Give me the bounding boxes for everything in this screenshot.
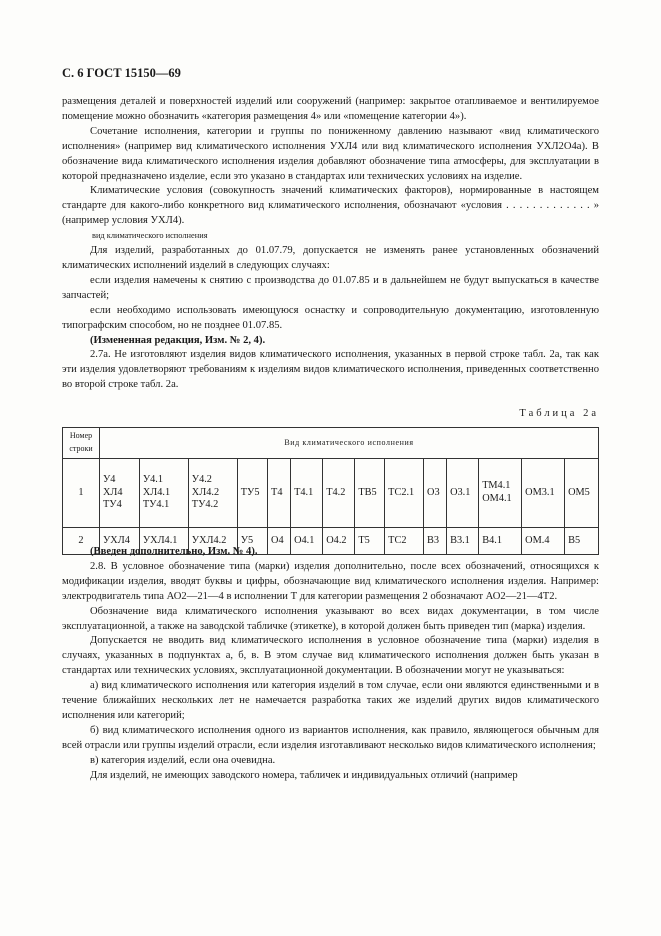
- paragraph: Для изделий, не имеющих заводского номера, табличек и индивидуальных отличий (например: [90, 769, 518, 781]
- table-cell: О4: [268, 528, 291, 555]
- paragraph: если изделия намечены к снятию с производства до 01.07.85 и в дальнейшем не будут выпускаться в качестве запчастей;: [62, 274, 599, 301]
- paragraph: в) категория изделий, если она очевидна.: [90, 754, 276, 766]
- table-cell: О4.2: [323, 528, 355, 555]
- table-cell: ТС2: [385, 528, 424, 555]
- table-cell: ОМ5: [565, 459, 599, 528]
- table-2a: [62, 427, 599, 555]
- table-cell: У4.2 ХЛ4.2 ТУ4.2: [188, 459, 237, 528]
- table-cell: У4.1 ХЛ4.1 ТУ4.1: [139, 459, 188, 528]
- column-header-kind: Вид климатического исполнения: [100, 428, 599, 459]
- table-cell: ОМ3.1: [522, 459, 565, 528]
- row-number: 1: [63, 459, 100, 528]
- table-cell: Т4.2: [323, 459, 355, 528]
- body-text-top: [62, 95, 599, 393]
- table-cell: В3: [424, 528, 447, 555]
- table-cell: У5: [237, 528, 267, 555]
- table-cell: ТС2.1: [385, 459, 424, 528]
- paragraph: Сочетание исполнения, категории и группы по пониженному давлению называют «вид климатического исполнения» (например вид климатического исполнения УХЛ4 или вид климатического исполнения УХЛ2О4а). В обозначение вида климатического исполнения изделия добавляют обозначение типа атмосферы, для эксплуатации в которой предназначено изделие, если это указано в стандартах или технических условиях на изделие.: [62, 125, 599, 182]
- paragraph: 2.7а. Не изготовляют изделия видов климатического исполнения, указанных в первой строке табл. 2а, так как эти изделия удовлетворяют требованиям к изделиям видов климатического исполнения, приведенных соответственно во второй строке табл. 2а.: [62, 349, 599, 391]
- table-cell: ТМ4.1 ОМ4.1: [479, 459, 522, 528]
- column-header-row-number: Номер строки: [63, 428, 100, 459]
- footnote-caption: вид климатического исполнения: [92, 231, 208, 241]
- table-cell: ТУ5: [237, 459, 267, 528]
- table-cell: Т4.1: [291, 459, 323, 528]
- amendment-note: (Введен дополнительно, Изм. № 4).: [90, 546, 258, 557]
- table-cell: ОМ.4: [522, 528, 565, 555]
- paragraph: Климатические условия (совокупность значений климатических факторов), нормированные в настоящем стандарте для какого-либо конкретного вид климатического исполнения, обозначают «условия . . . . . . . . . . . . . » (например условия УХЛ4).: [62, 185, 599, 227]
- body-text-bottom: [62, 545, 599, 784]
- table-cell: О3.1: [447, 459, 479, 528]
- table-cell: О4.1: [291, 528, 323, 555]
- table-cell: УХЛ4.1: [139, 528, 188, 555]
- table-cell: У4 ХЛ4 ТУ4: [100, 459, 140, 528]
- amendment-note: (Измененная редакция, Изм. № 2, 4).: [90, 334, 266, 346]
- table-cell: В5: [565, 528, 599, 555]
- paragraph: Обозначение вида климатического исполнения указывают во всех видах документации, в том числе эксплуатационной, а также на заводской табличке (этикетке), в которой должен быть приведен тип (марка) изделия.: [62, 605, 599, 632]
- paragraph: Для изделий, разработанных до 01.07.79, допускается не изменять ранее установленных обозначений климатических исполнений изделий в следующих случаях:: [62, 245, 599, 271]
- table-cell: УХЛ4.2: [188, 528, 237, 555]
- paragraph: размещения деталей и поверхностей изделий или сооружений (например: закрытое отапливаемое и вентилируемое помещение можно обозначить «категория размещения 4» или «помещение категории 4»).: [62, 96, 599, 122]
- table-cell: В4.1: [479, 528, 522, 555]
- table-cell: УХЛ4: [100, 528, 140, 555]
- table-cell: Т5: [355, 528, 385, 555]
- table-cell: В3.1: [447, 528, 479, 555]
- table-row: [63, 459, 599, 528]
- paragraph: Допускается не вводить вид климатического исполнения в условное обозначение типа (марки) изделия в случаях, указанных в подпунктах а, б, в. В этом случае вид климатического исполнения должен быть указан в стандартах или технических условиях, эксплуатационной документации. В обозначении могут не указываться:: [62, 635, 599, 677]
- table-cell: О3: [424, 459, 447, 528]
- row-number: 2: [63, 528, 100, 555]
- table-cell: ТВ5: [355, 459, 385, 528]
- page-header: С. 6 ГОСТ 15150—69: [62, 66, 181, 80]
- table-cell: Т4: [268, 459, 291, 528]
- paragraph: а) вид климатического исполнения или категория изделий в том случае, если они являются единственными и в течение ближайших нескольких лет не намечается разработка таких же изделий других видов климатического исполнения или категорий;: [62, 680, 599, 721]
- table-label: Таблица 2а: [519, 408, 599, 419]
- paragraph: 2.8. В условное обозначение типа (марки) изделия дополнительно, после всех обозначений, относящихся к модификации изделия, вводят буквы и цифры, обозначающие вид климатического исполнения изделия. Например: электродвигатель типа АО2—21—4 в исполнении Т для категории размещения 2 обозначают АО2—21—4Т2.: [62, 560, 599, 602]
- paragraph: б) вид климатического исполнения одного из вариантов исполнения, как правило, являющегося обычным для всей отрасли или группы изделий отрасли, если изделия изготавливают несколько видов климатического исполнения;: [62, 724, 599, 751]
- paragraph: если необходимо использовать имеющуюся оснастку и сопроводительную документацию, изготовленную типографским способом, но не позднее 01.07.85.: [62, 304, 599, 331]
